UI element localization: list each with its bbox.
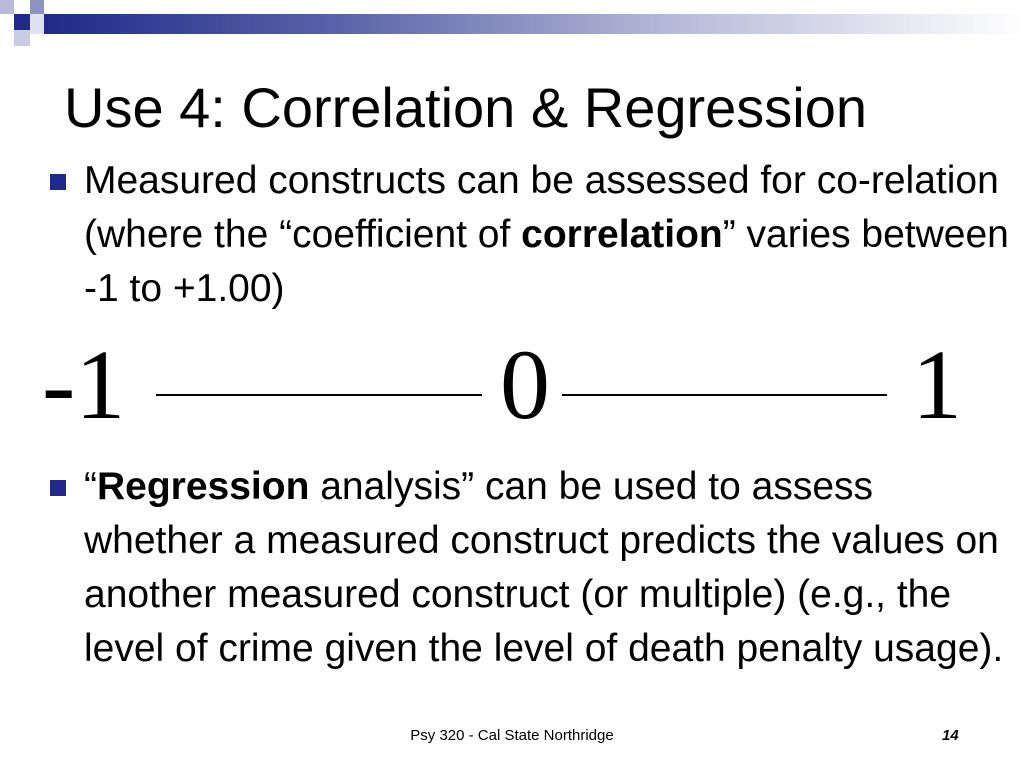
bullet-text-part: ” varies between -1 to +1.00) bbox=[84, 213, 1009, 310]
bullet-text bbox=[84, 460, 1010, 676]
scale-line-right bbox=[562, 394, 887, 396]
decor-square bbox=[0, 14, 14, 30]
scale-max-label: 1 bbox=[912, 329, 962, 440]
header-gradient-bar bbox=[44, 14, 1024, 34]
slide-number: 14 bbox=[942, 727, 959, 744]
bullet-correlation bbox=[50, 154, 1010, 316]
bullet-square-icon bbox=[50, 480, 66, 496]
decor-square bbox=[30, 14, 44, 34]
bullet-text bbox=[84, 154, 1010, 316]
header-decoration bbox=[0, 0, 1024, 46]
decor-square bbox=[0, 0, 14, 14]
footer-course: Psy 320 - Cal State Northridge bbox=[410, 727, 614, 744]
correlation-scale bbox=[0, 330, 1024, 440]
bullet-text-part: “ bbox=[84, 465, 97, 508]
bullet-square-icon bbox=[50, 174, 66, 190]
decor-square bbox=[30, 0, 44, 14]
decor-square bbox=[14, 30, 30, 46]
bullet-regression bbox=[50, 460, 1010, 676]
bullet-text-part: analysis” can be used to assess whether a measured construct predicts the values on another measured construct (or multiple) (e.g., the level of crime given the level of death penalty usage). bbox=[84, 465, 1004, 670]
bold-term-regression: Regression bbox=[97, 465, 310, 508]
bullet-text-part: Measured constructs can be assessed for co-relation (where the “coefficient of bbox=[84, 159, 999, 256]
bold-term-correlation: correlation bbox=[521, 213, 723, 256]
slide-title: Use 4: Correlation & Regression bbox=[64, 76, 868, 139]
scale-line-left bbox=[156, 394, 482, 396]
decor-square bbox=[14, 14, 30, 30]
scale-mid-label: 0 bbox=[500, 329, 550, 440]
scale-min-label: -1 bbox=[42, 329, 126, 440]
